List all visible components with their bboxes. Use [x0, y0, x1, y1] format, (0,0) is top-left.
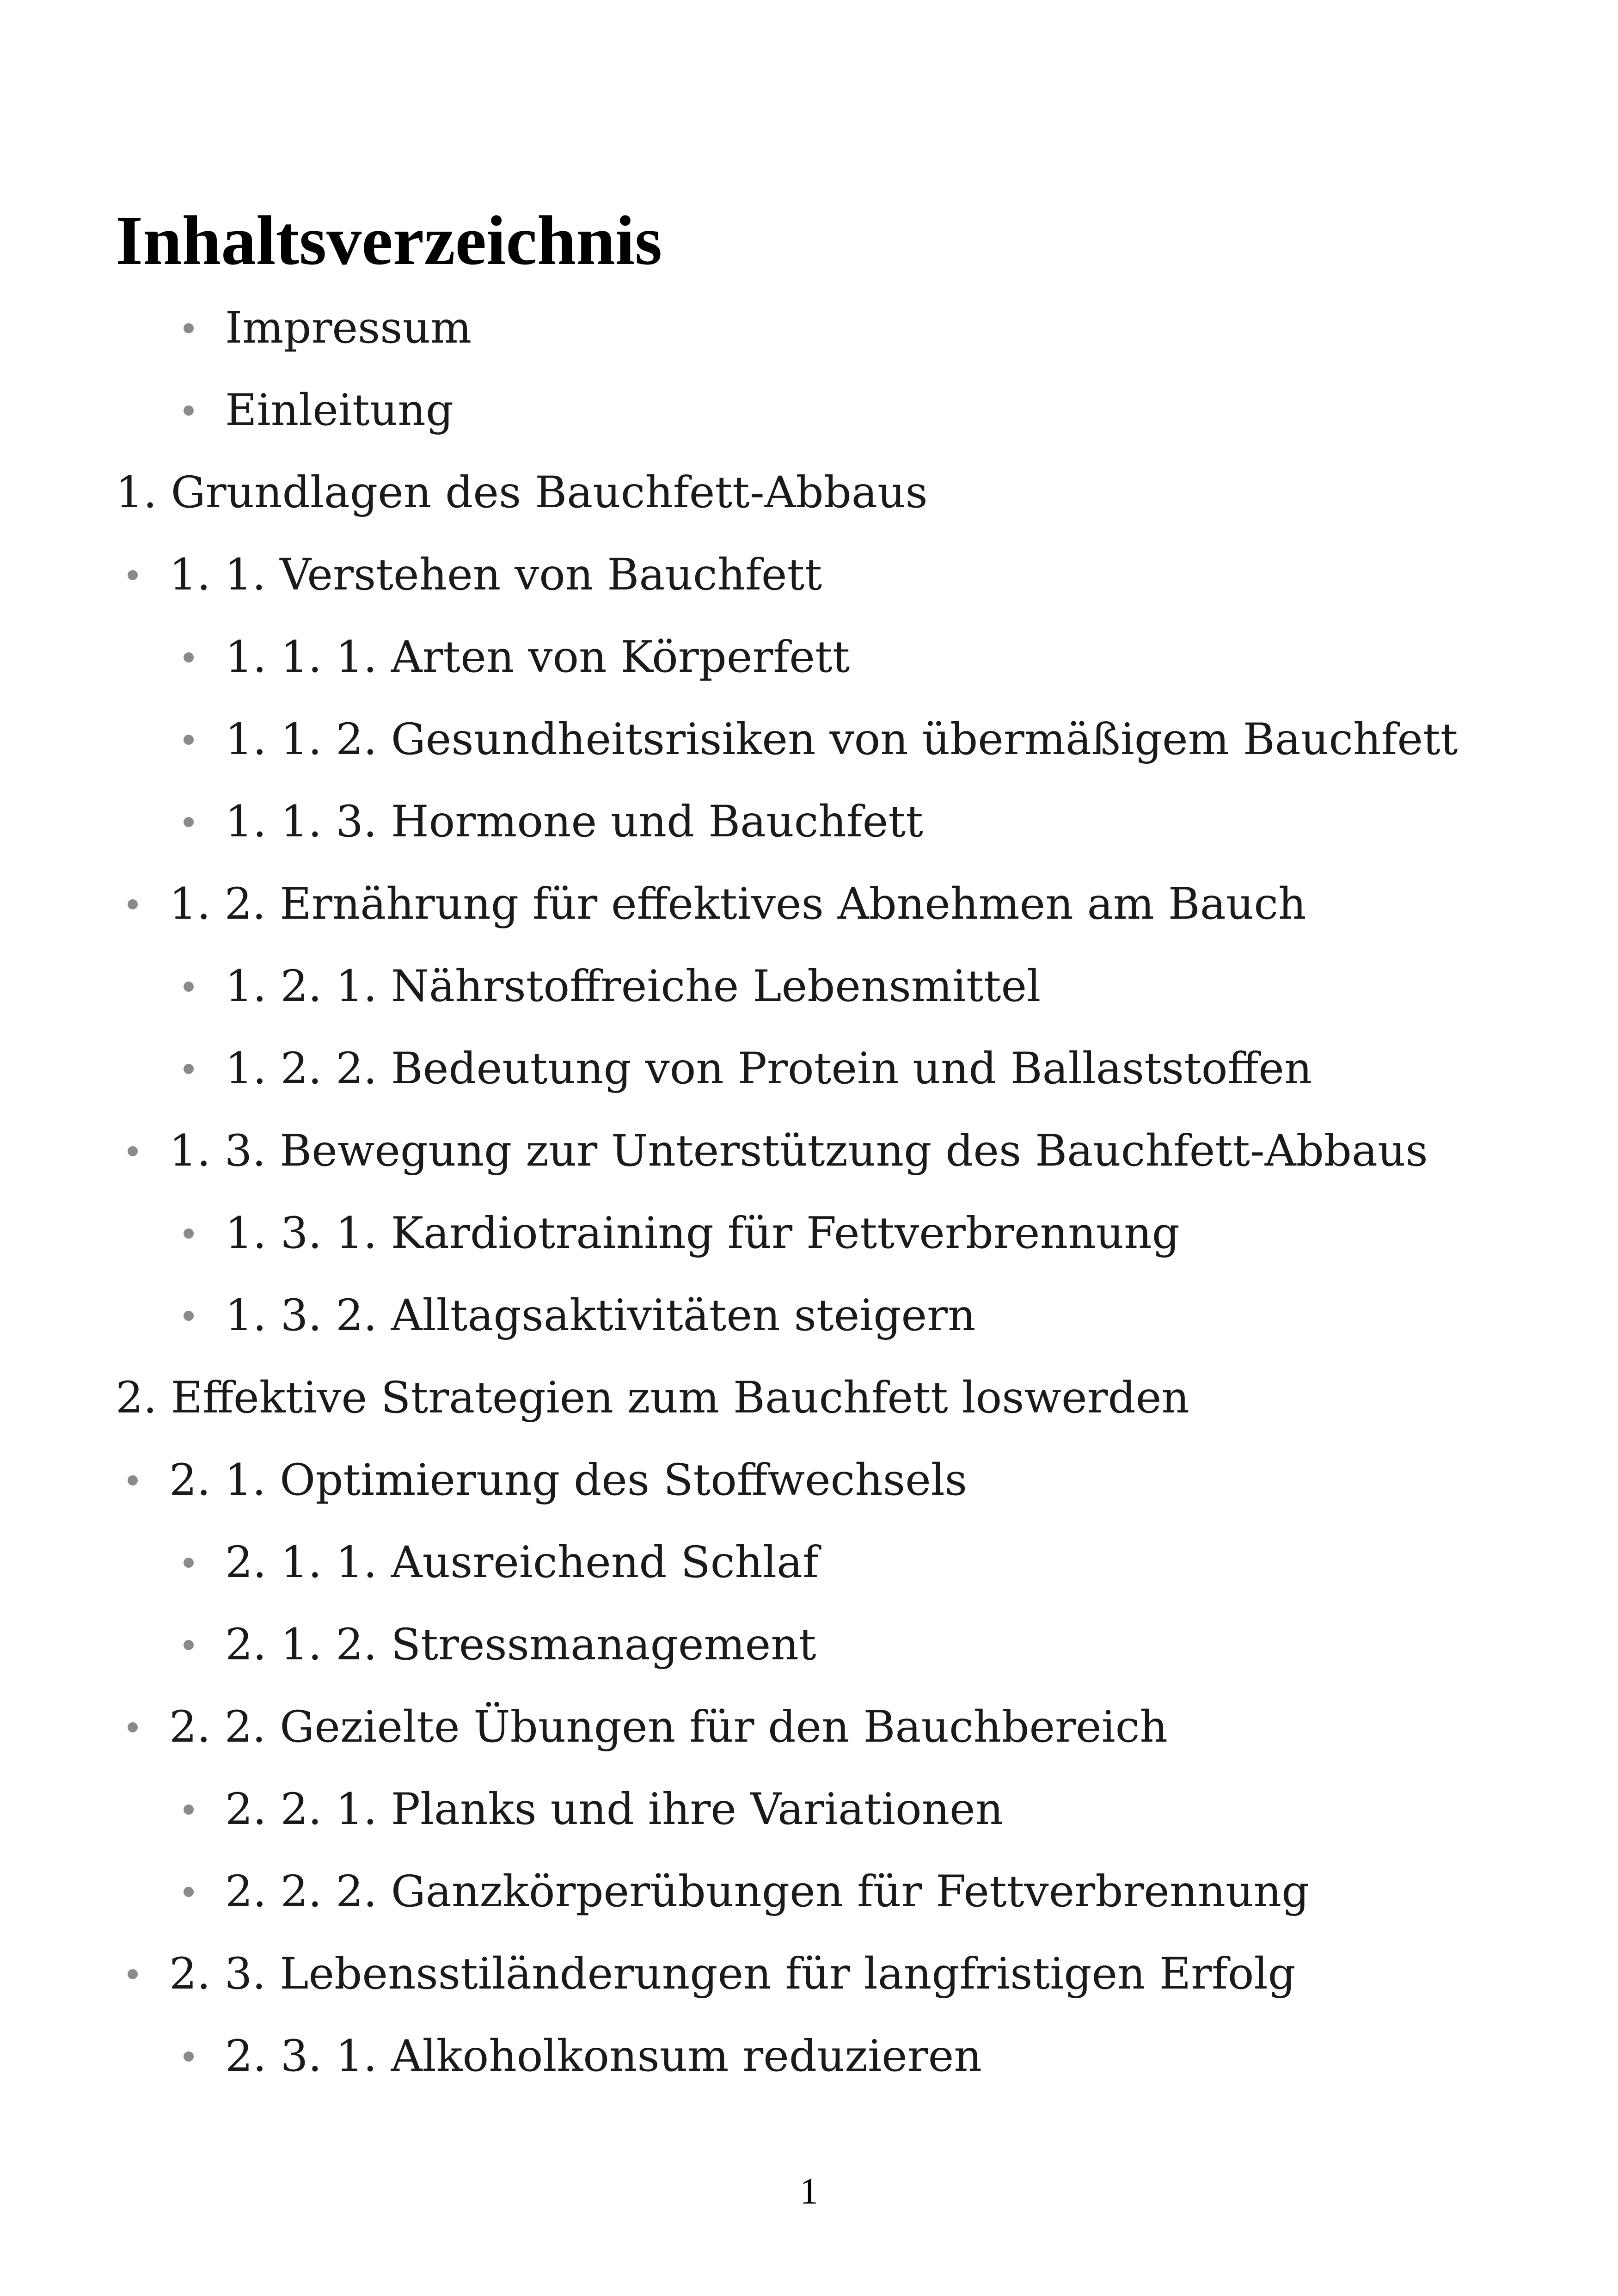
bullet-icon [184, 323, 194, 333]
toc-title: Inhaltsverzeichnis [116, 202, 662, 279]
toc-entry-label: 1. 3. 2. Alltagsaktivitäten steigern [225, 1290, 976, 1341]
bullet-icon [184, 405, 194, 416]
page-number: 1 [800, 2171, 818, 2212]
toc-entry[interactable] [128, 547, 822, 603]
toc-entry[interactable] [184, 2029, 982, 2084]
toc-entry-label: 1. 1. 2. Gesundheitsrisiken von übermäßigem Bauchfett [225, 714, 1458, 765]
bullet-icon [128, 1146, 138, 1156]
toc-entry-label: 2. 2. Gezielte Übungen für den Bauchbereich [169, 1702, 1168, 1752]
toc-entry-label: 1. 1. 1. Arten von Körperfett [225, 632, 850, 682]
toc-entry[interactable] [128, 877, 1306, 932]
toc-entry[interactable] [184, 383, 454, 438]
toc-entry[interactable] [184, 959, 1041, 1014]
toc-entry-label: 2. 3. 1. Alkoholkonsum reduzieren [225, 2031, 982, 2081]
toc-entry[interactable] [116, 1370, 1189, 1426]
bullet-icon [128, 899, 138, 909]
bullet-icon [184, 1558, 194, 1568]
bullet-icon [128, 1969, 138, 1979]
toc-entry[interactable] [184, 630, 850, 685]
toc-entry[interactable] [184, 794, 923, 850]
toc-entry[interactable] [128, 1453, 967, 1508]
toc-entry[interactable] [184, 1617, 816, 1673]
toc-entry[interactable] [184, 1782, 1003, 1837]
toc-entry-label: 1. 3. Bewegung zur Unterstützung des Bauchfett-Abbaus [169, 1126, 1428, 1176]
bullet-icon [184, 817, 194, 827]
bullet-icon [128, 1722, 138, 1732]
toc-entry-label: Impressum [225, 303, 472, 353]
bullet-icon [184, 1228, 194, 1239]
bullet-icon [128, 570, 138, 580]
toc-entry-label: 2. 2. 1. Planks und ihre Variationen [225, 1784, 1004, 1835]
toc-entry[interactable] [116, 465, 928, 521]
toc-entry-label: 2. Effektive Strategien zum Bauchfett loswerden [116, 1373, 1189, 1423]
bullet-icon [184, 735, 194, 745]
bullet-icon [184, 2051, 194, 2062]
toc-entry[interactable] [184, 1206, 1180, 1261]
toc-entry-label: 1. 1. Verstehen von Bauchfett [169, 550, 822, 600]
toc-entry-label: 1. 2. 1. Nährstoffreiche Lebensmittel [225, 961, 1041, 1012]
toc-entry-label: 2. 3. Lebensstiländerungen für langfristigen Erfolg [169, 1949, 1296, 1999]
bullet-icon [184, 1640, 194, 1650]
bullet-icon [184, 1887, 194, 1897]
bullet-icon [128, 1475, 138, 1486]
toc-entry[interactable] [184, 712, 1458, 767]
toc-entry[interactable] [184, 1535, 819, 1590]
toc-entry[interactable] [184, 301, 472, 356]
toc-entry-label: 2. 1. 2. Stressmanagement [225, 1620, 816, 1670]
bullet-icon [184, 1805, 194, 1815]
toc-entry-label: 1. 1. 3. Hormone und Bauchfett [225, 797, 923, 847]
bullet-icon [184, 652, 194, 663]
toc-entry-label: 1. 3. 1. Kardiotraining für Fettverbrennung [225, 1208, 1180, 1259]
toc-entry[interactable] [184, 1288, 976, 1344]
toc-entry[interactable] [128, 1946, 1296, 2002]
toc-entry[interactable] [184, 1864, 1309, 1920]
toc-entry[interactable] [128, 1700, 1168, 1755]
toc-entry[interactable] [184, 1041, 1312, 1097]
bullet-icon [184, 1311, 194, 1321]
bullet-icon [184, 982, 194, 992]
bullet-icon [184, 1064, 194, 1074]
toc-entry-label: 2. 1. Optimierung des Stoffwechsels [169, 1455, 968, 1505]
toc-entry-label: 2. 1. 1. Ausreichend Schlaf [225, 1537, 819, 1588]
toc-entry-label: 1. Grundlagen des Bauchfett-Abbaus [116, 467, 928, 518]
toc-entry-label: Einleitung [225, 385, 454, 436]
toc-entry-label: 2. 2. 2. Ganzkörperübungen für Fettverbrennung [225, 1866, 1310, 1917]
toc-entry-label: 1. 2. 2. Bedeutung von Protein und Ballaststoffen [225, 1044, 1312, 1094]
toc-entry-label: 1. 2. Ernährung für effektives Abnehmen am Bauch [169, 879, 1306, 929]
toc-entry[interactable] [128, 1123, 1428, 1179]
